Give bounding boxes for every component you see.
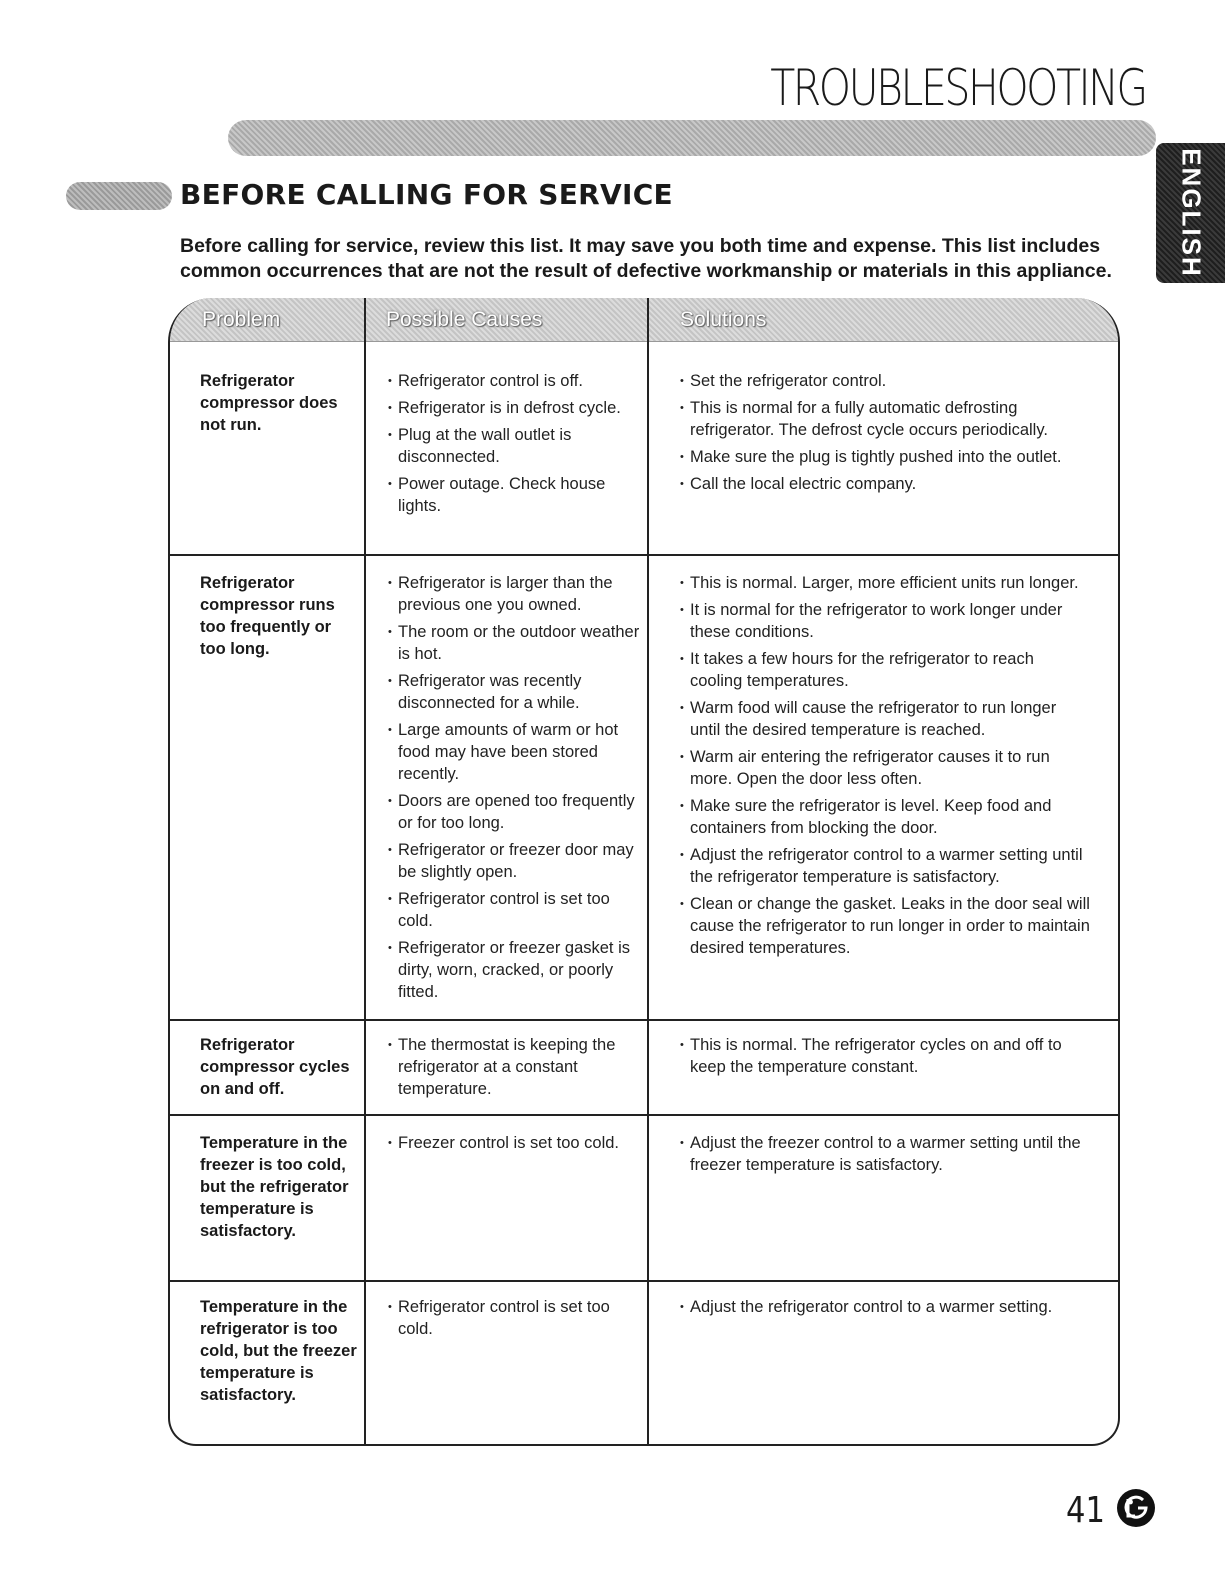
problem-text: Refrigerator compressor does not run. [200,372,338,434]
cause-item: • Refrigerator is in defrost cycle. [388,397,648,419]
cause-item: • Refrigerator control is off. [388,370,648,392]
solution-item: • It takes a few hours for the refrigerator to reach cooling temperatures. [680,648,1090,692]
cause-item: • Refrigerator is larger than the previous one you owned. [388,572,648,616]
solution-item: • Call the local electric company. [680,473,1090,495]
column-divider [364,298,366,1444]
solutions-list [680,370,1090,500]
header-problem: Problem [202,308,281,331]
language-tab [1156,143,1225,283]
intro-text: Before calling for service, review this list. It may save you both time and expense. This list includes common occurrences that are not the result of defective workmanship or materials in this appliance. [180,235,1112,282]
solution-item: • Adjust the refrigerator control to a warmer setting until the refrigerator temperature is satisfactory. [680,844,1090,888]
cause-item: • Freezer control is set too cold. [388,1132,648,1154]
possible-causes-list [388,370,648,522]
solution-item: • Warm food will cause the refrigerator to run longer until the desired temperature is reached. [680,697,1090,741]
solution-item: • Adjust the refrigerator control to a warmer setting. [680,1296,1090,1318]
problem-text: Refrigerator compressor cycles on and off. [200,1036,350,1098]
table-header [170,298,1118,342]
header-solutions: Solutions [680,308,767,331]
lg-logo-icon [1116,1488,1156,1528]
solution-item: • Set the refrigerator control. [680,370,1090,392]
cause-item: • Doors are opened too frequently or for too long. [388,790,648,834]
possible-causes-list [388,1132,648,1159]
solution-item: • This is normal for a fully automatic defrosting refrigerator. The defrost cycle occurs periodically. [680,397,1090,441]
problem-text: Temperature in the freezer is too cold, but the refrigerator temperature is satisfactory. [200,1134,349,1240]
cause-item: • Refrigerator or freezer gasket is dirty, worn, cracked, or poorly fitted. [388,937,648,1003]
title-decorative-bar [228,120,1156,156]
solution-item: • It is normal for the refrigerator to work longer under these conditions. [680,599,1090,643]
problem-text: Temperature in the refrigerator is too cold, but the freezer temperature is satisfactory. [200,1298,357,1404]
page-title: TROUBLESHOOTING [770,59,1146,117]
solution-item: • Adjust the freezer control to a warmer setting until the freezer temperature is satisfactory. [680,1132,1090,1176]
solutions-list [680,1132,1090,1181]
solutions-list [680,572,1090,964]
header-possible-causes: Possible Causes [386,308,543,331]
cause-item: • The thermostat is keeping the refrigerator at a constant temperature. [388,1034,648,1100]
language-tab-label: ENGLISH [1176,148,1206,278]
solutions-list [680,1034,1090,1083]
cause-item: • Plug at the wall outlet is disconnected. [388,424,648,468]
solution-item: • This is normal. Larger, more efficient units run longer. [680,572,1090,594]
row-divider [170,554,1118,556]
solution-item: • Make sure the plug is tightly pushed into the outlet. [680,446,1090,468]
section-heading: BEFORE CALLING FOR SERVICE [180,178,673,211]
solutions-list [680,1296,1090,1323]
solution-item: • Warm air entering the refrigerator causes it to run more. Open the door less often. [680,746,1090,790]
cause-item: • Refrigerator was recently disconnected for a while. [388,670,648,714]
possible-causes-list [388,1034,648,1105]
troubleshooting-table [168,298,1120,1446]
solution-item: • Clean or change the gasket. Leaks in the door seal will cause the refrigerator to run longer in order to maintain desired temperatures. [680,893,1090,959]
page-number: 41 [1066,1490,1105,1531]
cause-item: • The room or the outdoor weather is hot. [388,621,648,665]
cause-item: • Large amounts of warm or hot food may have been stored recently. [388,719,648,785]
cause-item: • Refrigerator control is set too cold. [388,1296,648,1340]
cause-item: • Power outage. Check house lights. [388,473,648,517]
possible-causes-list [388,572,648,1008]
problem-text: Refrigerator compressor runs too frequently or too long. [200,574,335,658]
solution-item: • Make sure the refrigerator is level. Keep food and containers from blocking the door. [680,795,1090,839]
possible-causes-list [388,1296,648,1345]
row-divider [170,1280,1118,1282]
row-divider [170,1019,1118,1021]
section-marker [66,182,172,210]
solution-item: • This is normal. The refrigerator cycles on and off to keep the temperature constant. [680,1034,1090,1078]
row-divider [170,1114,1118,1116]
cause-item: • Refrigerator or freezer door may be slightly open. [388,839,648,883]
cause-item: • Refrigerator control is set too cold. [388,888,648,932]
